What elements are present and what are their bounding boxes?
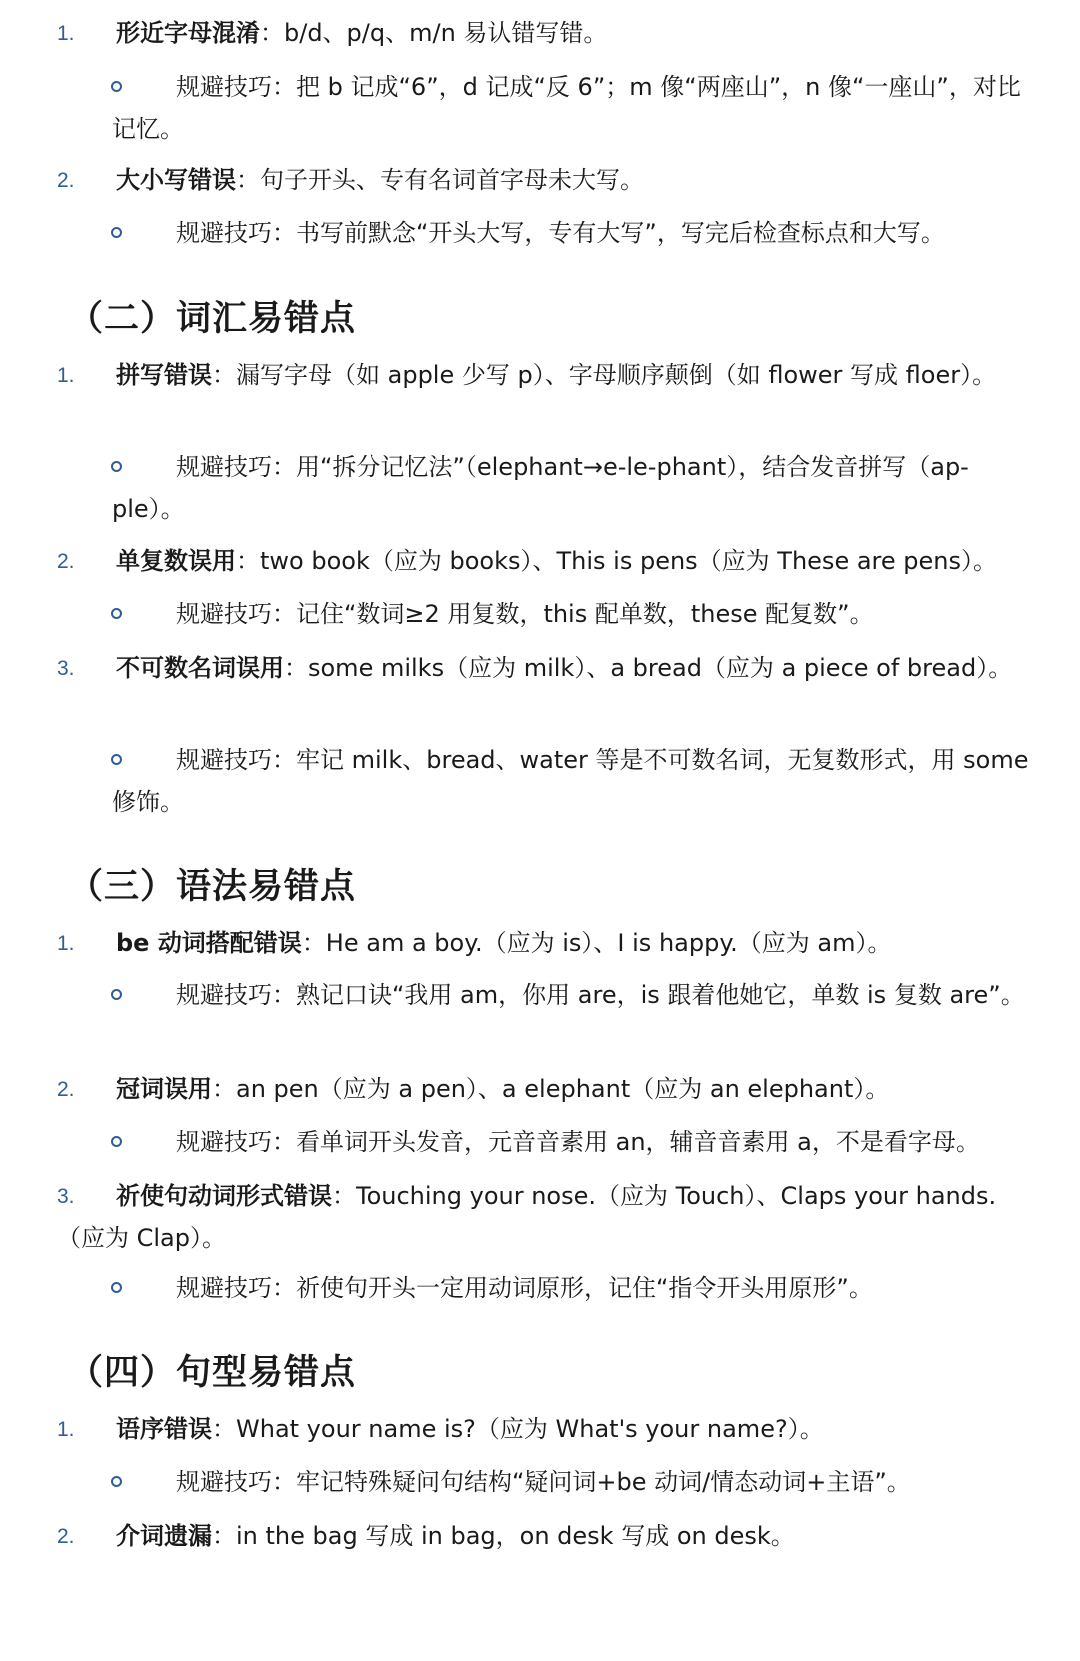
tip-text: 规避技巧：书写前默念“开头大写，专有大写”，写完后检查标点和大写。 bbox=[176, 219, 945, 247]
item-title: 祈使句动词形式错误 bbox=[116, 1182, 332, 1210]
item-title: be 动词搭配错误 bbox=[116, 929, 302, 957]
item-title: 不可数名词误用 bbox=[116, 654, 284, 682]
tip-text: 规避技巧：祈使句开头一定用动词原形，记住“指令开头用原形”。 bbox=[176, 1274, 873, 1302]
tip-text: 规避技巧：看单词开头发音，元音音素用 an，辅音音素用 a，不是看字母。 bbox=[176, 1128, 980, 1156]
item-text: ：What your name is?（应为 What's your name?）。 bbox=[212, 1415, 824, 1443]
list-number: 2. bbox=[57, 1078, 75, 1101]
item-title: 大小写错误 bbox=[116, 166, 236, 194]
item-title: 形近字母混淆 bbox=[116, 19, 260, 47]
list-item bbox=[116, 1515, 1046, 1557]
list-item bbox=[116, 12, 1046, 54]
item-text: ：句子开头、专有名词首字母未大写。 bbox=[236, 166, 644, 194]
list-number: 1. bbox=[57, 22, 75, 45]
list-item bbox=[116, 1408, 1046, 1450]
item-text: ：漏写字母（如 apple 少写 p）、字母顺序颠倒（如 flower 写成 floer）。 bbox=[212, 361, 997, 389]
item-text: ：two book（应为 books）、This is pens（应为 These are pens）。 bbox=[236, 547, 997, 575]
tip-text: 规避技巧：记住“数词≥2 用复数，this 配单数，these 配复数”。 bbox=[176, 600, 874, 628]
tip-text: 规避技巧：牢记 milk、bread、water 等是不可数名词，无复数形式，用 some 修饰。 bbox=[112, 746, 1029, 816]
section-heading: （四）句型易错点 bbox=[68, 1353, 357, 1393]
list-item bbox=[116, 922, 1046, 964]
section-heading: （三）语法易错点 bbox=[68, 867, 357, 907]
list-number: 3. bbox=[57, 1185, 75, 1208]
item-title: 拼写错误 bbox=[116, 361, 212, 389]
tip-text: 规避技巧：牢记特殊疑问句结构“疑问词+be 动词/情态动词+主语”。 bbox=[176, 1468, 911, 1496]
list-number: 3. bbox=[57, 657, 75, 680]
item-text: ：b/d、p/q、m/n 易认错写错。 bbox=[260, 19, 608, 47]
item-text: ：He am a boy.（应为 is）、I is happy.（应为 am）。 bbox=[301, 929, 892, 957]
tip-text: 规避技巧：把 b 记成“6”，d 记成“反 6”；m 像“两座山”，n 像“一座山”，对比记忆。 bbox=[112, 73, 1021, 143]
list-number: 2. bbox=[57, 1525, 75, 1548]
section-heading: （二）词汇易错点 bbox=[68, 299, 357, 339]
tip-text: 规避技巧：熟记口诀“我用 am，你用 are，is 跟着他她它，单数 is 复数 are”。 bbox=[176, 981, 1025, 1009]
item-title: 语序错误 bbox=[116, 1415, 212, 1443]
item-title: 介词遗漏 bbox=[116, 1522, 212, 1550]
list-item bbox=[116, 159, 1046, 201]
item-text: ：in the bag 写成 in bag，on desk 写成 on desk。 bbox=[212, 1522, 795, 1550]
list-number: 2. bbox=[57, 169, 75, 192]
list-item bbox=[116, 1068, 1046, 1110]
list-item bbox=[57, 647, 1017, 689]
item-text: ：Touching your nose.（应为 Touch）、Claps your hands.（应为 Clap）。 bbox=[57, 1182, 997, 1252]
list-item bbox=[116, 540, 1046, 582]
list-number: 1. bbox=[57, 932, 75, 955]
item-text: ：an pen（应为 a pen）、a elephant（应为 an elephant）。 bbox=[212, 1075, 890, 1103]
list-item bbox=[57, 1175, 1017, 1259]
list-item bbox=[57, 354, 1017, 396]
list-number: 2. bbox=[57, 550, 75, 573]
tip-text: 规避技巧：用“拆分记忆法”（elephant→e-le-phant），结合发音拼写（ap-ple）。 bbox=[112, 453, 969, 523]
item-title: 冠词误用 bbox=[116, 1075, 212, 1103]
item-title: 单复数误用 bbox=[116, 547, 236, 575]
item-text: ：some milks（应为 milk）、a bread（应为 a piece of bread）。 bbox=[284, 654, 1013, 682]
list-number: 1. bbox=[57, 1418, 75, 1441]
list-number: 1. bbox=[57, 364, 75, 387]
